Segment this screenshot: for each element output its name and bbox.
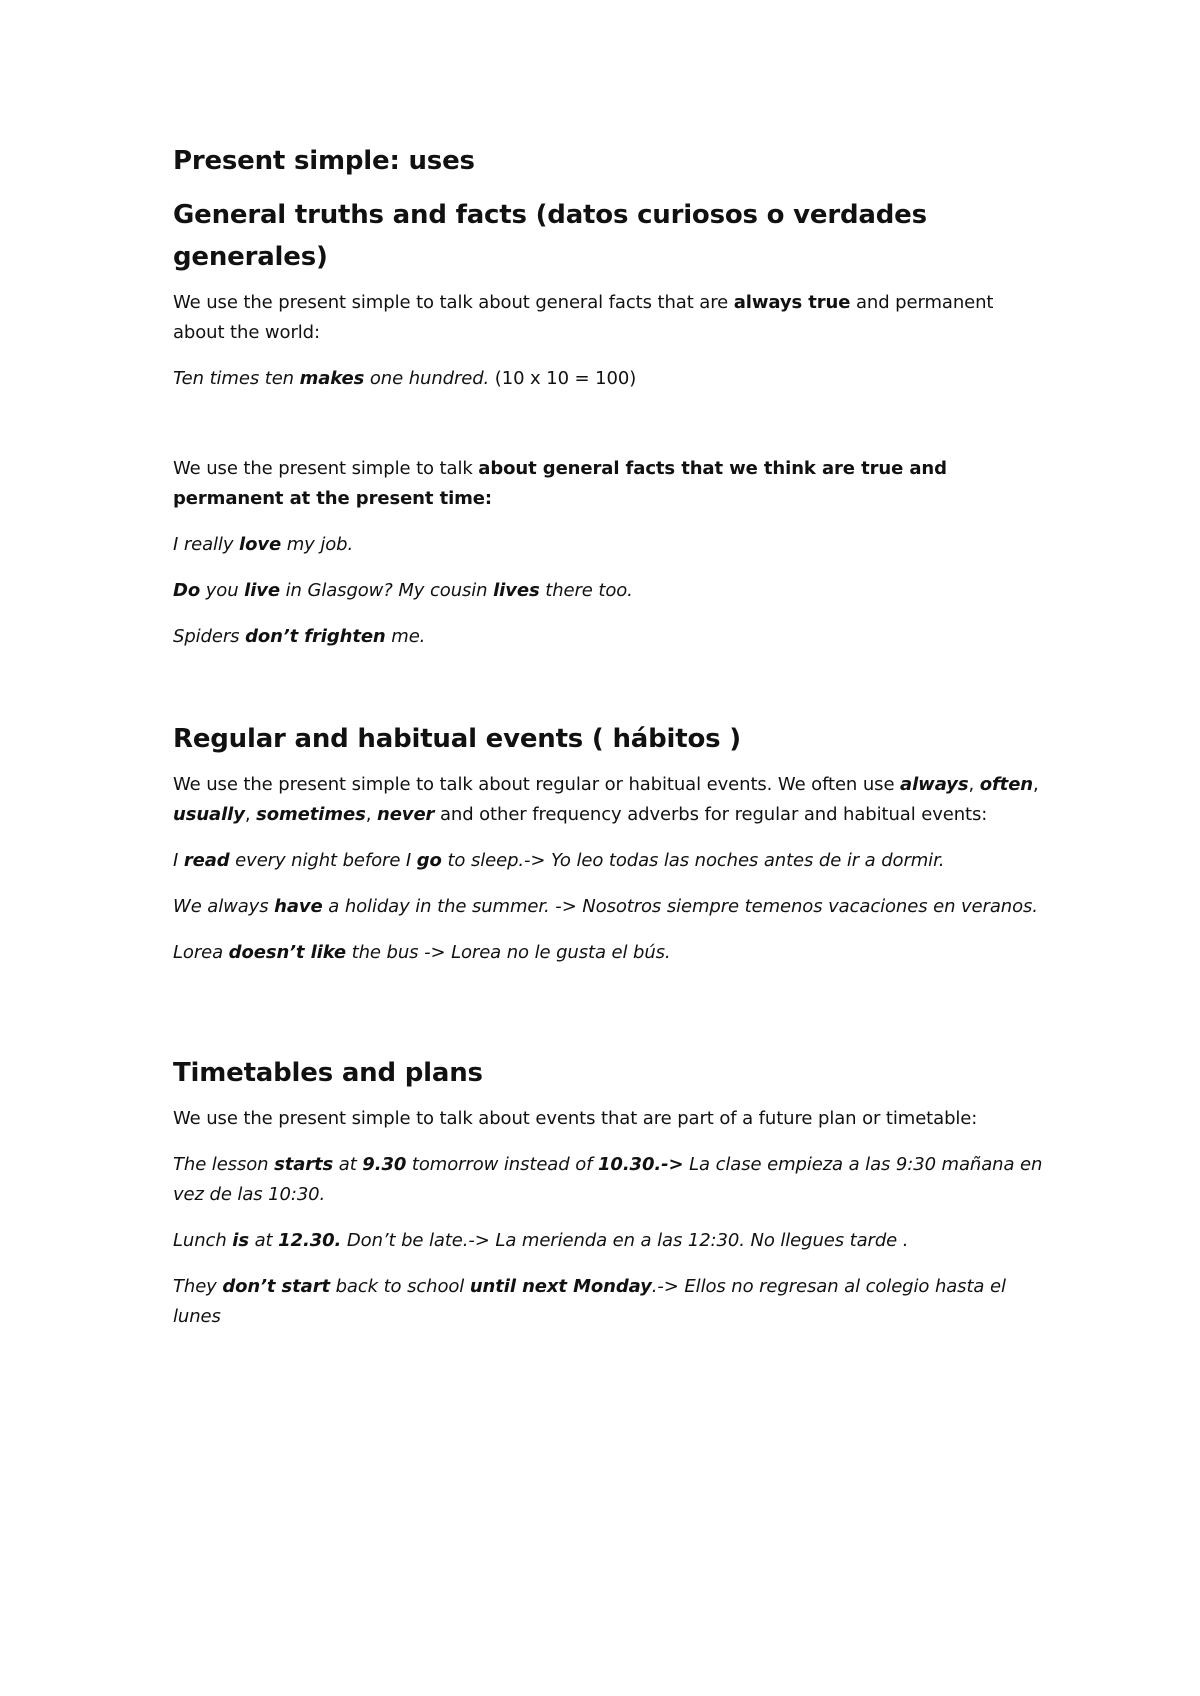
text-run-bold-italic: Do (173, 580, 201, 601)
spacer (173, 410, 1050, 454)
example-ten-times-ten (173, 364, 1050, 394)
text-run-italic: at (248, 1230, 279, 1251)
text-run-bold-italic: have (274, 896, 323, 917)
text-run-italic: tomorrow instead of (406, 1154, 598, 1175)
text-run: , (365, 804, 377, 825)
text-run-bold-italic: 12.30. (278, 1230, 342, 1251)
paragraph-general-facts-present-time (173, 454, 1050, 514)
text-run: We use the present simple to talk about general facts that are (173, 292, 734, 313)
text-run-italic: every night before I (229, 850, 417, 871)
text-run-bold-italic: starts (274, 1154, 334, 1175)
text-run: , (968, 774, 980, 795)
text-run-italic: Spiders (173, 626, 246, 647)
text-run-italic: at (333, 1154, 363, 1175)
example-lunch (173, 1226, 1050, 1256)
text-run-bold-italic: usually (173, 804, 245, 825)
paragraph-general-facts-intro (173, 288, 1050, 348)
text-run-bold-italic: love (239, 534, 282, 555)
text-run: We use the present simple to talk (173, 458, 479, 479)
text-run-bold-italic: don’t start (222, 1276, 330, 1297)
text-run-italic: Lunch (173, 1230, 233, 1251)
text-run-bold-italic: doesn’t like (228, 942, 347, 963)
text-run-bold-italic: don’t frighten (245, 626, 386, 647)
text-run-bold-italic: live (244, 580, 281, 601)
text-run-italic: the bus -> Lorea no le gusta el bús. (346, 942, 671, 963)
text-run-bold-italic: lives (493, 580, 540, 601)
text-run: , (244, 804, 257, 825)
text-run-italic: in Glasgow? My cousin (280, 580, 494, 601)
text-run-bold-italic: is (232, 1230, 249, 1251)
text-run-italic: a holiday in the summer. -> Nosotros siempre temenos vacaciones en veranos. (322, 896, 1038, 917)
text-run-italic: We always (173, 896, 275, 917)
example-lorea-bus (173, 938, 1050, 968)
example-live-in-glasgow (173, 576, 1050, 606)
text-run-italic: back to school (329, 1276, 470, 1297)
text-run: and other frequency adverbs for regular and habitual events: (434, 804, 988, 825)
text-run-bold: always true (733, 292, 851, 313)
example-love-my-job (173, 530, 1050, 560)
text-run-bold-italic: until next Monday (469, 1276, 652, 1297)
text-run-bold-italic: never (376, 804, 435, 825)
text-run-italic: one hundred. (364, 368, 490, 389)
paragraph-timetables-intro: We use the present simple to talk about events that are part of a future plan or timetable: (173, 1108, 978, 1129)
text-run-italic: Don’t be late.-> La merienda en a las 12:30. No llegues tarde . (341, 1230, 909, 1251)
text-run-bold-italic: often (979, 774, 1034, 795)
text-run-bold-italic: makes (299, 368, 365, 389)
text-run-bold-italic: sometimes (256, 804, 366, 825)
text-run-italic: you (200, 580, 245, 601)
text-run-italic: to sleep.-> Yo leo todas las noches antes de ir a dormir. (441, 850, 945, 871)
text-run-italic: Ten times ten (173, 368, 300, 389)
text-run-bold-italic: 9.30 (362, 1154, 407, 1175)
text-run-italic: They (173, 1276, 223, 1297)
example-spiders (173, 622, 1050, 652)
example-back-to-school (173, 1272, 1050, 1332)
text-run-bold-italic: 10.30.-> (597, 1154, 684, 1175)
text-run: , (1033, 774, 1039, 795)
text-run-bold-italic: go (416, 850, 442, 871)
text-run-bold: about general facts that we think are true and permanent at the present time: (173, 458, 947, 509)
text-run-italic: I really (173, 534, 240, 555)
text-run-italic: my job. (281, 534, 354, 555)
section-heading-general-truths: General truths and facts (datos curiosos o verdades generales) (173, 200, 927, 272)
section-heading-regular-habitual: Regular and habitual events ( hábitos ) (173, 724, 741, 754)
paragraph-regular-habitual-intro (173, 770, 1050, 830)
example-lesson-starts (173, 1150, 1050, 1210)
text-run-bold-italic: always (900, 774, 969, 795)
document-title: Present simple: uses (173, 146, 475, 176)
text-run: We use the present simple to talk about regular or habitual events. We often use (173, 774, 901, 795)
text-run-italic: there too. (539, 580, 633, 601)
spacer (173, 984, 1050, 1052)
text-run-italic: La clase empieza a las 9:30 mañana en vez de las 10:30. (173, 1154, 1043, 1205)
example-holiday-summer (173, 892, 1050, 922)
text-run: (10 x 10 = 100) (489, 368, 637, 389)
text-run: and permanent about the world: (173, 292, 994, 343)
example-read-every-night (173, 846, 1050, 876)
text-run-italic: Lorea (173, 942, 229, 963)
text-run-italic: I (173, 850, 184, 871)
section-heading-timetables-plans: Timetables and plans (173, 1058, 483, 1088)
text-run-italic: .-> Ellos no regresan al colegio hasta el lunes (173, 1276, 1006, 1327)
text-run-italic: The lesson (173, 1154, 275, 1175)
text-run-italic: me. (385, 626, 426, 647)
text-run-bold-italic: read (183, 850, 230, 871)
spacer (173, 668, 1050, 718)
